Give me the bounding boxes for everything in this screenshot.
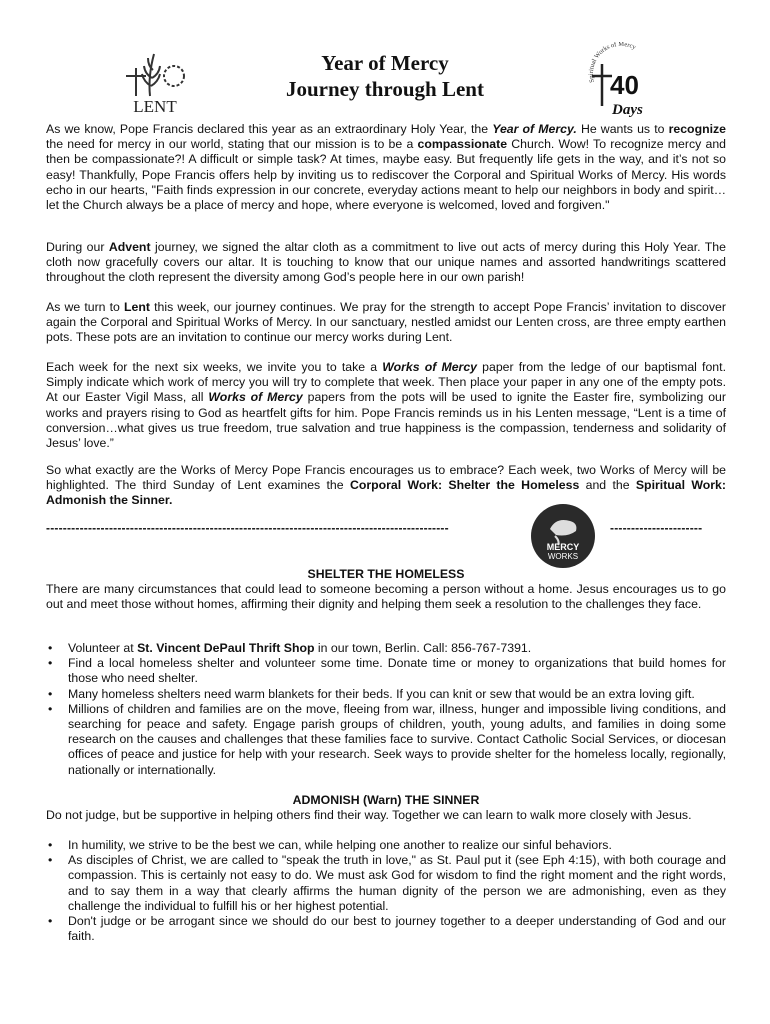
intro-paragraph-1: As we know, Pope Francis declared this year as an extraordinary Holy Year, the Year of Mercy. He wants us to recognize the need for mercy in our world, stating that our mission is to be a compassionate Church. Wow! To recognize mercy and then be compassionate?! A difficult or simple task? At times, maybe easy. But frequently life gets in the way, and it’s not so easy! Thankfully, Pope Francis offers help by inviting us to rediscover the Corporal and Spiritual Works of Mercy. His words echo in our hearts, "Faith finds expression in our concrete, everyday actions meant to help our neighbors in body and spirit…let the Church always be a place of mercy and hope, where everyone is welcomed, loved and forgiven." — [46, 122, 726, 213]
list-item: • Don't judge or be arrogant since we should do our best to journey together to a deeper understanding of God and our faith. — [46, 914, 726, 944]
page-subtitle: Journey through Lent — [286, 77, 484, 101]
intro-paragraph-5: So what exactly are the Works of Mercy Pope Francis encourages us to embrace? Each week, two Works of Mercy will be highlighted. The third Sunday of Lent examines the Corporal Work: Shelter the Homeless and the Spiritual Work: Admonish the Sinner. — [46, 463, 726, 508]
list-item: • Many homeless shelters need warm blankets for their beds. If you can knit or sew that would be an extra loving gift. — [46, 687, 726, 702]
intro-paragraph-2: During our Advent journey, we signed the altar cloth as a commitment to live out acts of mercy during this Holy Year. The cloth now gracefully covers our altar. It is touching to know that our unique names and assorted handwritings scattered throughout the cloth represent the diversity among God’s people here in our own parish! — [46, 240, 726, 285]
forty-days-logo — [582, 42, 657, 120]
shelter-heading: SHELTER THE HOMELESS — [307, 567, 465, 581]
list-item: • Millions of children and families are on the move, fleeing from war, illness, hunger and impossible living conditions, and searching for peace and safety. Engage parish groups of children, youth, young adults, and families in doing some research on the causes and challenges that these families face to survive. Contact Catholic Social Services, or diocesan offices of peace and justice for help with your research. Seek ways to provide shelter for the homeless locally, regionally, nationally or internationally. — [46, 702, 726, 778]
shelter-intro: There are many circumstances that could lead to someone becoming a person without a home. Jesus encourages us to go out and meet those without homes, affirming their dignity and helping them seek a resolution to the challenges they face. — [46, 582, 726, 612]
page-title: Year of Mercy — [321, 51, 449, 75]
list-item: • Find a local homeless shelter and volunteer some time. Donate time or money to organizations that build homes for those who need shelter. — [46, 656, 726, 686]
admonish-list — [46, 838, 726, 944]
list-item: • In humility, we strive to be the best we can, while helping one another to realize our sinful behaviors. — [46, 838, 726, 853]
list-item: • Volunteer at St. Vincent DePaul Thrift Shop in our town, Berlin. Call: 856-767-7391. — [46, 641, 726, 656]
badge-line2: WORKS — [547, 552, 579, 561]
list-item: • As disciples of Christ, we are called to "speak the truth in love," as St. Paul put it (see Eph 4:15), with both courage and compassion. This is certainly not easy to do. We must ask God for wisdom to find the right moment and the right words, and to say them in a way that clearly affirms the human dignity of the person we are admonishing, even as they challenge the individual to fulfill his or her highest potential. — [46, 853, 726, 914]
lent-logo-text: LENT — [133, 97, 177, 116]
svg-text:Days: Days — [612, 102, 643, 118]
forty-days-arc-text: Spiritual Works of Mercy — [587, 42, 637, 84]
admonish-intro: Do not judge, but be supportive in helping others find their way. Together we can learn to walk more closely with Jesus. — [46, 808, 692, 822]
intro-paragraph-4: Each week for the next six weeks, we invite you to take a Works of Mercy paper from the ledge of our baptismal font. Simply indicate which work of mercy you will try to complete that week. Then place your paper in any one of the empty pots. At our Easter Vigil Mass, all Works of Mercy papers from the pots will be used to ignite the Easter fire, symbolizing our works and prayers rising to God as heartfelt gifts for him. Pope Francis reminds us in his Lenten message, “Lent is a time of conversion…what gives us true freedom, true salvation and true happiness is the compassion, tenderness and solidarity of Jesus’ love.” — [46, 360, 726, 451]
divider-right: ---------------------- — [610, 521, 703, 535]
svg-text:40: 40 — [610, 70, 639, 100]
admonish-heading: ADMONISH (Warn) THE SINNER — [292, 793, 480, 807]
intro-paragraph-3: As we turn to Lent this week, our journey continues. We pray for the strength to accept Pope Francis’ invitation to discover again the Corporal and Spiritual Works of Mercy. In our sanctuary, nestled amidst our Lenten cross, are three empty earthen pots. These pots are an invitation to continue our mercy works during Lent. — [46, 300, 726, 345]
mercy-works-badge — [530, 503, 596, 569]
shelter-list — [46, 641, 726, 778]
lent-logo — [110, 46, 200, 116]
divider-left: ------------------------------------------------------------------------------------------------ — [46, 521, 449, 535]
badge-line1: MERCY — [546, 542, 580, 552]
